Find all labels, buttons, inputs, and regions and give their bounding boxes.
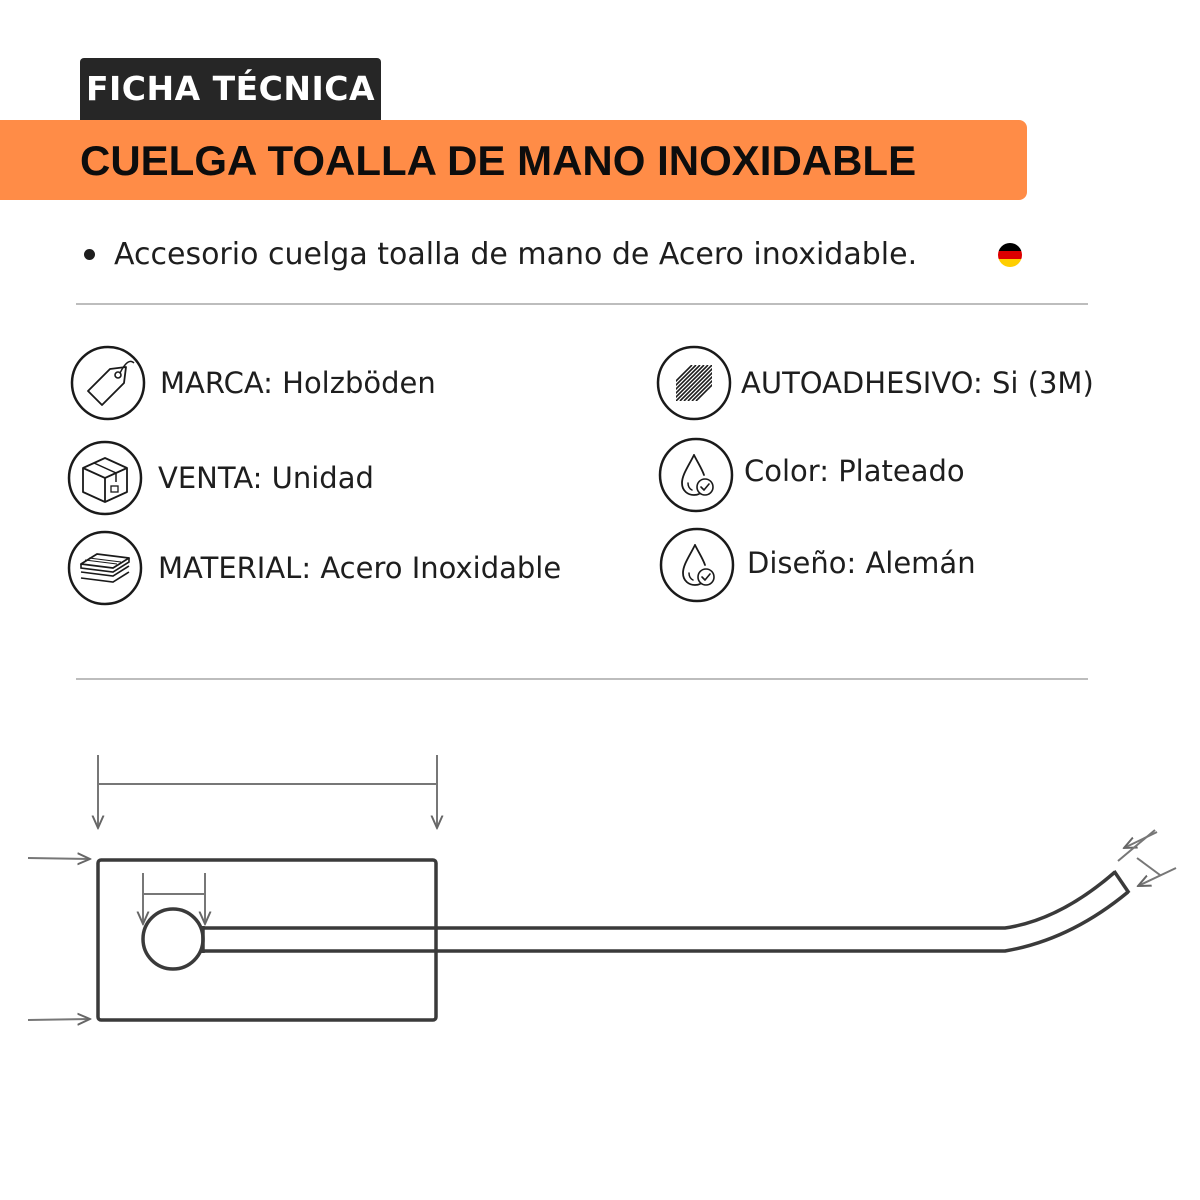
price-tag-icon bbox=[70, 345, 146, 421]
description-text: Accesorio cuelga toalla de mano de Acero inoxidable. bbox=[114, 237, 918, 272]
spec-color-text: Color: Plateado bbox=[744, 454, 965, 488]
box-icon bbox=[67, 440, 143, 516]
hatched-square-icon bbox=[656, 345, 732, 421]
spec-venta-text: VENTA: Unidad bbox=[158, 461, 374, 495]
drop-check-icon bbox=[658, 437, 734, 513]
divider-top bbox=[76, 303, 1088, 305]
germany-flag-icon bbox=[998, 243, 1022, 267]
ficha-tecnica-tag: FICHA TÉCNICA bbox=[80, 58, 381, 120]
spec-diseno-text: Diseño: Alemán bbox=[747, 546, 976, 580]
spec-material-text: MATERIAL: Acero Inoxidable bbox=[158, 551, 562, 585]
spec-marca-text: MARCA: Holzböden bbox=[160, 366, 436, 400]
description-bullet bbox=[80, 232, 1040, 278]
bullet-dot bbox=[84, 249, 95, 260]
product-title: CUELGA TOALLA DE MANO INOXIDABLE bbox=[80, 137, 917, 184]
divider-bottom bbox=[76, 678, 1088, 680]
towel-holder-technical-drawing bbox=[0, 740, 1200, 1060]
drop-check-icon bbox=[659, 527, 735, 603]
layers-icon bbox=[67, 530, 143, 606]
spec-autoadhesivo-text: AUTOADHESIVO: Si (3M) bbox=[741, 366, 1094, 400]
